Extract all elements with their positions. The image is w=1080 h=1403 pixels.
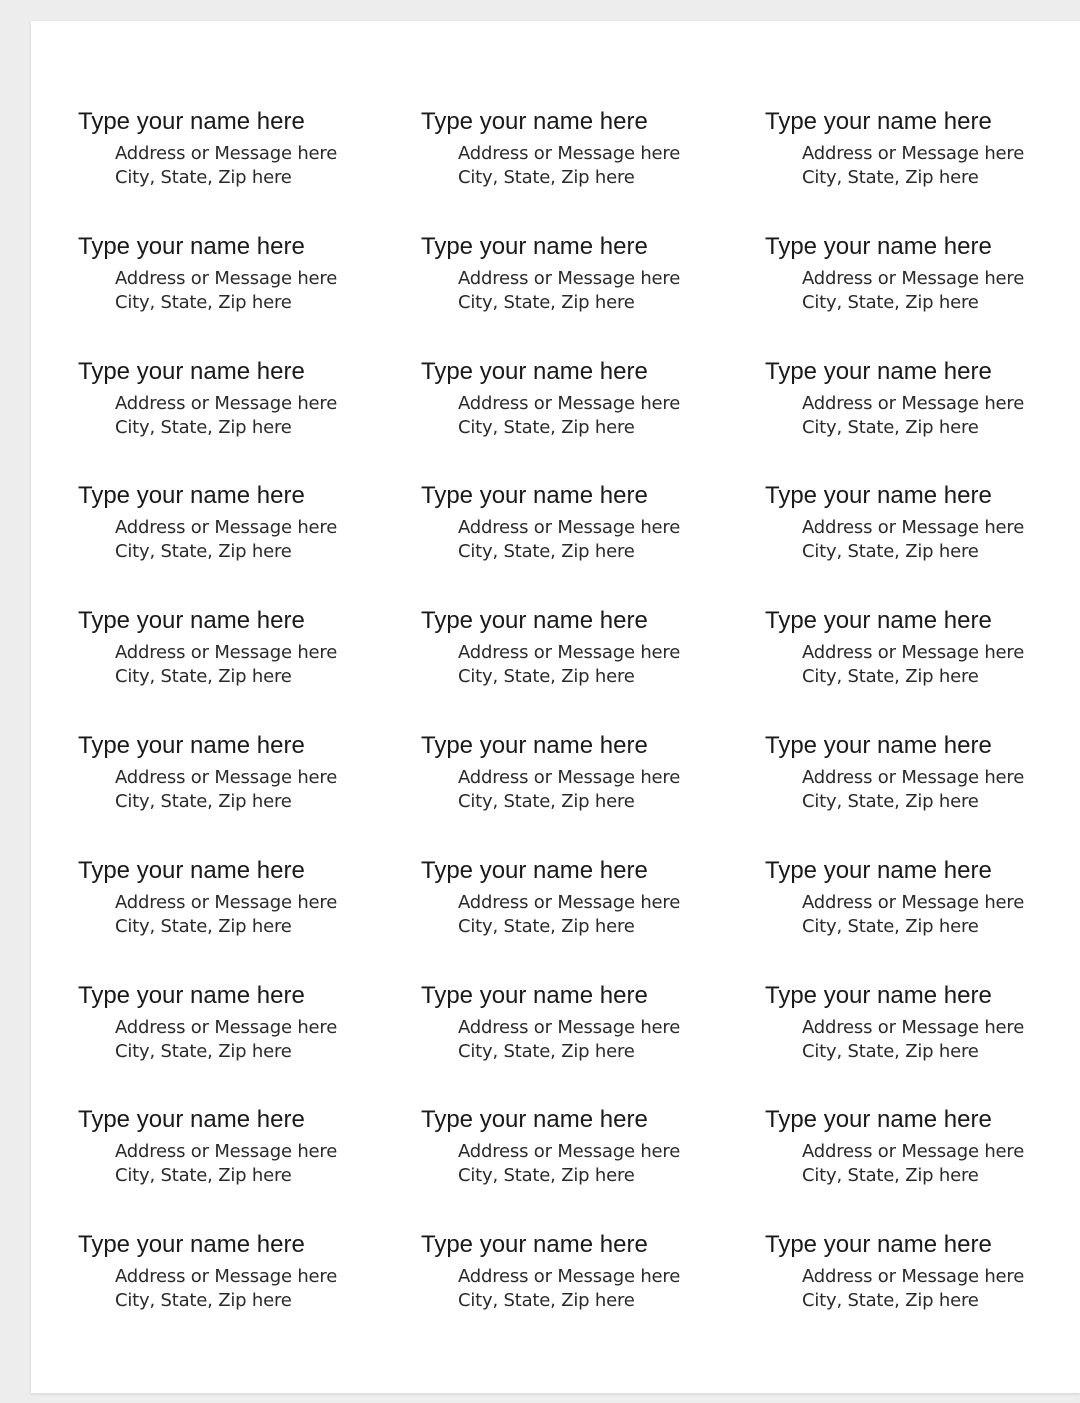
label-address: Address or Message here xyxy=(802,1017,1025,1038)
label-address: Address or Message here xyxy=(458,892,681,913)
label-address: Address or Message here xyxy=(115,268,338,289)
label-city-state-zip: City, State, Zip here xyxy=(802,292,979,313)
label-city-state-zip: City, State, Zip here xyxy=(802,541,979,562)
label-name: Type your name here xyxy=(421,108,648,135)
address-label[interactable] xyxy=(78,481,378,591)
label-city-state-zip: City, State, Zip here xyxy=(802,916,979,937)
address-label[interactable] xyxy=(78,856,378,966)
label-city-state-zip: City, State, Zip here xyxy=(802,417,979,438)
label-name: Type your name here xyxy=(421,982,648,1009)
address-label[interactable] xyxy=(421,481,721,591)
label-name: Type your name here xyxy=(78,233,305,260)
address-label[interactable] xyxy=(765,232,1065,342)
label-name: Type your name here xyxy=(78,108,305,135)
label-address: Address or Message here xyxy=(115,892,338,913)
label-address: Address or Message here xyxy=(458,143,681,164)
address-label[interactable] xyxy=(421,357,721,467)
label-city-state-zip: City, State, Zip here xyxy=(115,167,292,188)
label-name: Type your name here xyxy=(765,1231,992,1258)
label-grid xyxy=(31,21,1080,1393)
label-name: Type your name here xyxy=(765,857,992,884)
label-city-state-zip: City, State, Zip here xyxy=(802,666,979,687)
label-city-state-zip: City, State, Zip here xyxy=(115,1165,292,1186)
label-city-state-zip: City, State, Zip here xyxy=(458,417,635,438)
label-city-state-zip: City, State, Zip here xyxy=(802,791,979,812)
label-name: Type your name here xyxy=(421,857,648,884)
label-city-state-zip: City, State, Zip here xyxy=(115,916,292,937)
label-name: Type your name here xyxy=(78,982,305,1009)
label-name: Type your name here xyxy=(765,1106,992,1133)
label-address: Address or Message here xyxy=(458,767,681,788)
address-label[interactable] xyxy=(78,1230,378,1340)
label-address: Address or Message here xyxy=(458,1266,681,1287)
address-label[interactable] xyxy=(765,731,1065,841)
address-label[interactable] xyxy=(765,1230,1065,1340)
label-city-state-zip: City, State, Zip here xyxy=(115,666,292,687)
label-city-state-zip: City, State, Zip here xyxy=(458,666,635,687)
label-city-state-zip: City, State, Zip here xyxy=(802,1041,979,1062)
label-name: Type your name here xyxy=(421,1106,648,1133)
label-name: Type your name here xyxy=(765,233,992,260)
label-name: Type your name here xyxy=(78,1231,305,1258)
label-name: Type your name here xyxy=(78,732,305,759)
label-address: Address or Message here xyxy=(458,517,681,538)
label-name: Type your name here xyxy=(421,358,648,385)
address-label[interactable] xyxy=(421,1230,721,1340)
address-label[interactable] xyxy=(421,232,721,342)
label-name: Type your name here xyxy=(78,857,305,884)
label-name: Type your name here xyxy=(78,482,305,509)
label-city-state-zip: City, State, Zip here xyxy=(802,1165,979,1186)
label-address: Address or Message here xyxy=(458,268,681,289)
label-address: Address or Message here xyxy=(458,1017,681,1038)
label-city-state-zip: City, State, Zip here xyxy=(115,541,292,562)
label-name: Type your name here xyxy=(765,482,992,509)
label-address: Address or Message here xyxy=(115,143,338,164)
address-label[interactable] xyxy=(765,481,1065,591)
label-name: Type your name here xyxy=(765,108,992,135)
label-name: Type your name here xyxy=(78,607,305,634)
address-label[interactable] xyxy=(765,981,1065,1091)
label-address: Address or Message here xyxy=(802,892,1025,913)
label-address: Address or Message here xyxy=(802,642,1025,663)
label-address: Address or Message here xyxy=(115,1141,338,1162)
label-city-state-zip: City, State, Zip here xyxy=(458,292,635,313)
label-address: Address or Message here xyxy=(802,393,1025,414)
label-address: Address or Message here xyxy=(115,1017,338,1038)
label-city-state-zip: City, State, Zip here xyxy=(458,167,635,188)
label-address: Address or Message here xyxy=(458,1141,681,1162)
label-name: Type your name here xyxy=(421,482,648,509)
label-address: Address or Message here xyxy=(802,1141,1025,1162)
label-city-state-zip: City, State, Zip here xyxy=(115,791,292,812)
label-sheet xyxy=(31,21,1080,1393)
address-label[interactable] xyxy=(78,107,378,217)
label-address: Address or Message here xyxy=(115,642,338,663)
label-name: Type your name here xyxy=(765,358,992,385)
label-city-state-zip: City, State, Zip here xyxy=(458,1290,635,1311)
address-label[interactable] xyxy=(421,1105,721,1215)
label-city-state-zip: City, State, Zip here xyxy=(115,1041,292,1062)
address-label[interactable] xyxy=(421,107,721,217)
address-label[interactable] xyxy=(78,606,378,716)
label-city-state-zip: City, State, Zip here xyxy=(802,1290,979,1311)
label-city-state-zip: City, State, Zip here xyxy=(115,292,292,313)
label-name: Type your name here xyxy=(421,233,648,260)
address-label[interactable] xyxy=(78,981,378,1091)
label-city-state-zip: City, State, Zip here xyxy=(115,417,292,438)
label-name: Type your name here xyxy=(765,732,992,759)
address-label[interactable] xyxy=(765,606,1065,716)
address-label[interactable] xyxy=(765,1105,1065,1215)
address-label[interactable] xyxy=(421,981,721,1091)
address-label[interactable] xyxy=(78,1105,378,1215)
label-city-state-zip: City, State, Zip here xyxy=(458,916,635,937)
label-address: Address or Message here xyxy=(115,393,338,414)
label-address: Address or Message here xyxy=(458,393,681,414)
address-label[interactable] xyxy=(765,107,1065,217)
label-address: Address or Message here xyxy=(802,143,1025,164)
label-city-state-zip: City, State, Zip here xyxy=(458,1041,635,1062)
label-address: Address or Message here xyxy=(802,268,1025,289)
label-name: Type your name here xyxy=(78,1106,305,1133)
label-name: Type your name here xyxy=(421,607,648,634)
address-label[interactable] xyxy=(421,856,721,966)
address-label[interactable] xyxy=(421,731,721,841)
address-label[interactable] xyxy=(765,856,1065,966)
label-name: Type your name here xyxy=(765,982,992,1009)
address-label[interactable] xyxy=(78,731,378,841)
label-name: Type your name here xyxy=(421,732,648,759)
address-label[interactable] xyxy=(78,357,378,467)
label-city-state-zip: City, State, Zip here xyxy=(802,167,979,188)
label-city-state-zip: City, State, Zip here xyxy=(115,1290,292,1311)
address-label[interactable] xyxy=(421,606,721,716)
label-address: Address or Message here xyxy=(802,517,1025,538)
label-address: Address or Message here xyxy=(458,642,681,663)
label-address: Address or Message here xyxy=(802,767,1025,788)
label-name: Type your name here xyxy=(765,607,992,634)
address-label[interactable] xyxy=(765,357,1065,467)
address-label[interactable] xyxy=(78,232,378,342)
label-address: Address or Message here xyxy=(115,517,338,538)
label-city-state-zip: City, State, Zip here xyxy=(458,791,635,812)
label-city-state-zip: City, State, Zip here xyxy=(458,541,635,562)
label-name: Type your name here xyxy=(78,358,305,385)
label-city-state-zip: City, State, Zip here xyxy=(458,1165,635,1186)
label-address: Address or Message here xyxy=(115,1266,338,1287)
label-address: Address or Message here xyxy=(802,1266,1025,1287)
label-address: Address or Message here xyxy=(115,767,338,788)
label-name: Type your name here xyxy=(421,1231,648,1258)
